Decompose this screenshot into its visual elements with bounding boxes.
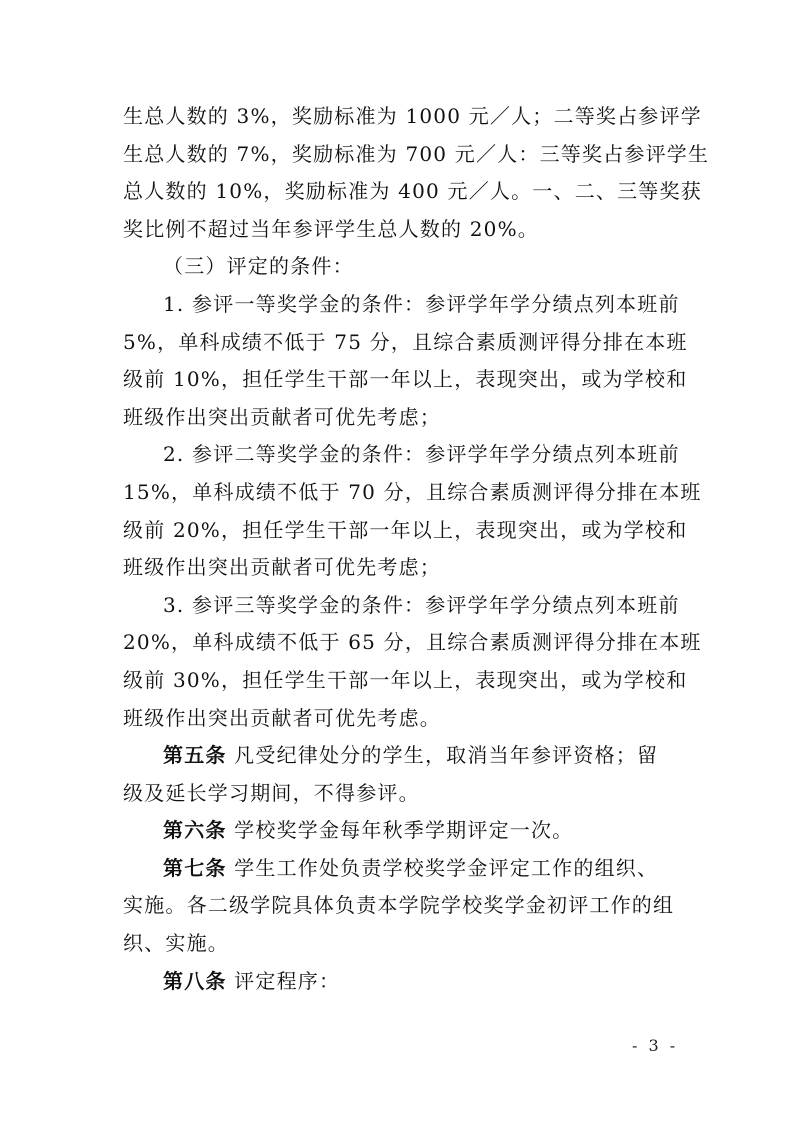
text-line [123,812,673,850]
article-seven [123,850,673,963]
article-text: 学校奖学金每年秋季学期评定一次。 [234,818,574,843]
text-line: 20%，单科成绩不低于 65 分，且综合素质测评得分排在本班 [123,630,702,655]
text-line: 奖比例不超过当年参评学生总人数的 20%。 [123,216,540,241]
article-number: 第五条 [163,743,227,768]
paragraph-third-class-conditions [123,587,702,737]
document-body [123,98,710,1000]
article-eight [123,963,673,1001]
text-line: 级及延长学习期间，不得参评。 [123,780,420,805]
section-heading: （三）评定的条件： [163,254,354,279]
text-line [123,963,673,1001]
text-line: 生总人数的 7%，奖励标准为 700 元／人：三等奖占参评学生 [123,141,710,166]
text-line: 5%，单科成绩不低于 75 分，且综合素质测评得分排在本班 [123,329,688,354]
text-line: 实施。各二级学院具体负责本学院学校奖学金初评工作的组 [123,893,675,918]
article-text: 凡受纪律处分的学生，取消当年参评资格；留 [234,743,659,768]
article-five [123,737,673,812]
section-heading-conditions [123,248,673,286]
text-line: 级前 30%，担任学生干部一年以上，表现突出，或为学校和 [123,667,688,692]
paragraph-award-ratios [123,98,710,248]
text-line [123,850,673,888]
text-line: 2. 参评二等奖学金的条件：参评学年学分绩点列本班前 [163,442,680,467]
article-number: 第六条 [163,818,227,843]
text-line: 织、实施。 [123,931,229,956]
article-six [123,812,673,850]
text-line: 班级作出突出贡献者可优先考虑； [123,555,441,580]
article-number: 第八条 [163,968,227,993]
text-line: 级前 20%，担任学生干部一年以上，表现突出，或为学校和 [123,517,688,542]
text-line: 1. 参评一等奖学金的条件：参评学年学分绩点列本班前 [163,291,680,316]
text-line: 3. 参评三等奖学金的条件：参评学年学分绩点列本班前 [163,592,680,617]
text-line: 15%，单科成绩不低于 70 分，且综合素质测评得分排在本班 [123,479,702,504]
paragraph-first-class-conditions [123,286,688,436]
text-line: 总人数的 10%，奖励标准为 400 元／人。一、二、三等奖获 [123,179,702,204]
paragraph-second-class-conditions [123,436,702,586]
page-number: - 3 - [632,1036,679,1055]
text-line: 生总人数的 3%，奖励标准为 1000 元／人；二等奖占参评学 [123,104,702,128]
article-text: 评定程序： [234,968,341,993]
text-line [123,737,673,775]
text-line: 班级作出突出贡献者可优先考虑。 [123,705,441,730]
text-line: 班级作出突出贡献者可优先考虑； [123,404,441,429]
article-text: 学生工作处负责学校奖学金评定工作的组织、 [234,855,659,880]
text-line: 级前 10%，担任学生干部一年以上，表现突出，或为学校和 [123,367,688,392]
article-number: 第七条 [163,855,227,880]
